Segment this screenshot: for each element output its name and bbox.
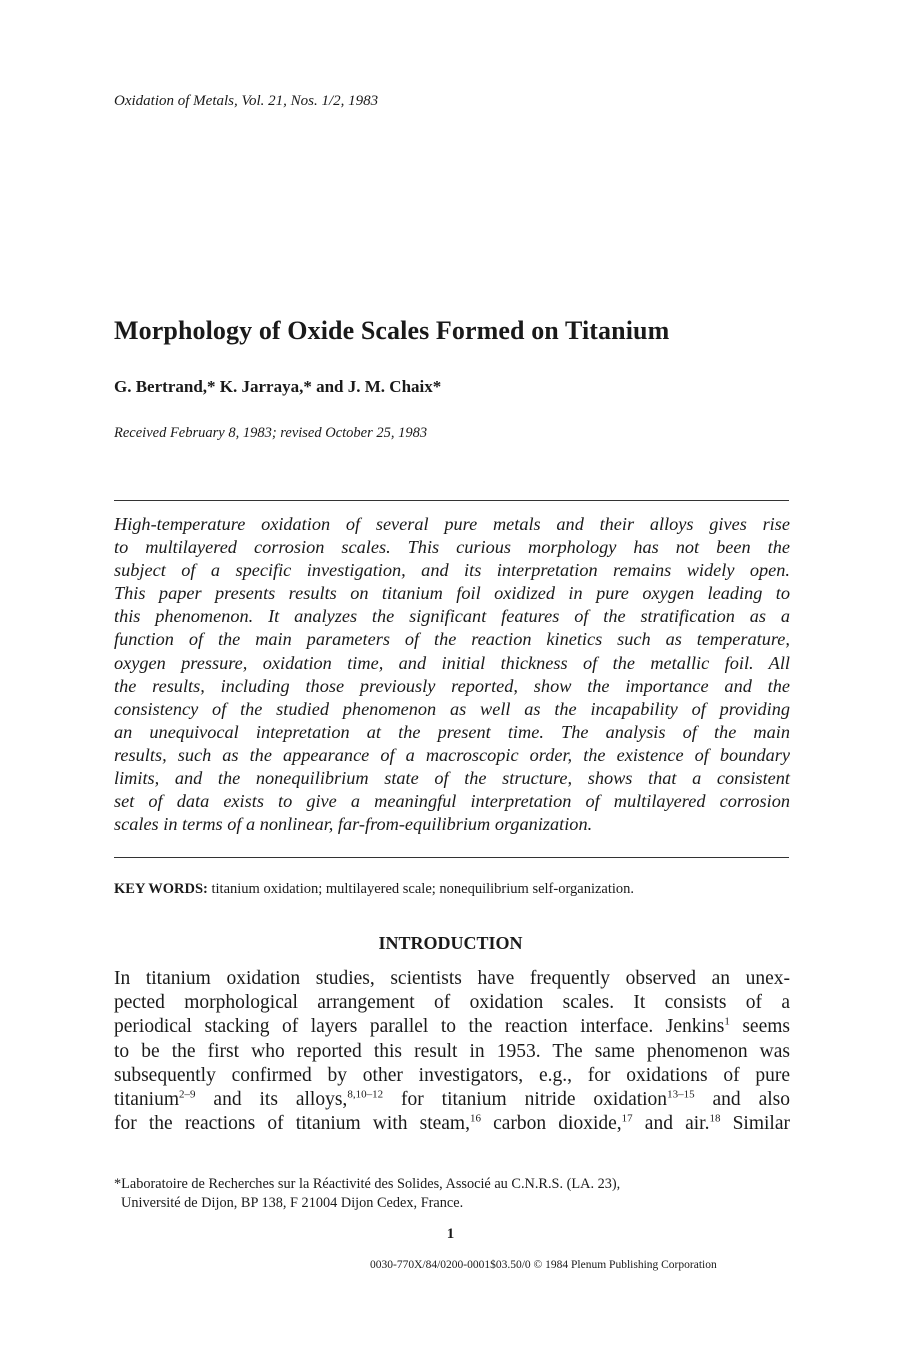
footnote-line: Université de Dijon, BP 138, F 21004 Dijon Cedex, France. <box>121 1195 464 1211</box>
keywords-label: KEY WORDS: <box>114 881 208 897</box>
citation-superscript: 16 <box>469 1112 481 1125</box>
author-affiliation-footnote <box>114 1175 790 1213</box>
abstract-line: High-temperature oxidation of several pure metals and their alloys gives rise <box>114 514 790 534</box>
citation-superscript: 2–9 <box>179 1088 196 1101</box>
body-text-segment: for the reactions of titanium with steam, <box>114 1113 470 1135</box>
abstract-line: oxygen pressure, oxidation time, and initial thickness of the metallic foil. All <box>114 652 790 673</box>
abstract-bottom-rule <box>114 857 789 858</box>
body-text-segment: titanium <box>114 1089 179 1111</box>
author-list: G. Bertrand,* K. Jarraya,* and J. M. Chaix* <box>114 377 442 396</box>
page-number: 1 <box>446 1226 455 1242</box>
copyright-line: 0030-770X/84/0200-0001$03.50/0 © 1984 Plenum Publishing Corporation <box>370 1259 717 1271</box>
body-text-segment: and air. <box>632 1113 710 1135</box>
body-line <box>114 1088 790 1112</box>
body-line: In titanium oxidation studies, scientists have frequently observed an unex- <box>114 968 790 989</box>
article-title: Morphology of Oxide Scales Formed on Titanium <box>114 316 670 345</box>
body-line: to be the first who reported this result in 1953. The same phenomenon was <box>114 1040 790 1062</box>
body-line: pected morphological arrangement of oxidation scales. It consists of a <box>114 992 790 1014</box>
section-heading-introduction: INTRODUCTION <box>378 933 523 953</box>
abstract-line: subject of a specific investigation, and its interpretation remains widely open. <box>114 560 790 581</box>
abstract-line: results, such as the appearance of a macroscopic order, the existence of boundary <box>114 744 790 765</box>
body-text-segment: and also <box>694 1089 790 1111</box>
abstract-line: consistency of the studied phenomenon as well as the incapability of providing <box>114 698 790 719</box>
keywords <box>114 881 634 898</box>
citation-superscript: 8,10–12 <box>347 1088 384 1101</box>
citation-superscript: 17 <box>621 1112 633 1125</box>
abstract-line: scales in terms of a nonlinear, far-from-equilibrium organization. <box>114 814 593 835</box>
body-text-segment: and its alloys, <box>195 1089 348 1111</box>
citation-superscript: 13–15 <box>667 1088 695 1101</box>
abstract-line: limits, and the nonequilibrium state of the structure, shows that a consistent <box>114 768 790 789</box>
body-line <box>114 1112 790 1136</box>
body-line <box>114 1015 790 1039</box>
body-text-segment: periodical stacking of layers parallel to the reaction interface. Jenkins <box>114 1016 725 1038</box>
abstract-line: set of data exists to give a meaningful interpretation of multilayered corrosion <box>114 791 790 812</box>
footnote-line: *Laboratoire de Recherches sur la Réactivité des Solides, Associé au C.N.R.S. (LA. 23), <box>114 1176 621 1192</box>
body-line: subsequently confirmed by other investigators, e.g., for oxidations of pure <box>114 1064 790 1086</box>
abstract-line: an unequivocal intepretation at the present time. The analysis of the main <box>114 721 790 742</box>
abstract <box>114 513 790 836</box>
body-text-segment: for titanium nitride oxidation <box>383 1089 668 1111</box>
abstract-line: function of the main parameters of the reaction kinetics such as temperature, <box>114 629 790 650</box>
abstract-line: to multilayered corrosion scales. This curious morphology has not been the <box>114 537 790 558</box>
abstract-line: This paper presents results on titanium foil oxidized in pure oxygen leading to <box>114 583 790 604</box>
abstract-top-rule <box>114 500 789 501</box>
citation-superscript: 18 <box>709 1112 721 1125</box>
introduction-body <box>114 967 790 1136</box>
received-dates: Received February 8, 1983; revised October 25, 1983 <box>114 425 428 441</box>
citation-superscript: 1 <box>724 1015 730 1028</box>
journal-citation: Oxidation of Metals, Vol. 21, Nos. 1/2, 1983 <box>114 93 379 109</box>
abstract-line: this phenomenon. It analyzes the significant features of the stratification as a <box>114 606 790 627</box>
body-text-segment: seems <box>729 1016 790 1038</box>
body-text-segment: carbon dioxide, <box>480 1113 622 1135</box>
keywords-text: titanium oxidation; multilayered scale; nonequilibrium self-organization. <box>207 881 635 897</box>
abstract-line: the results, including those previously reported, show the importance and the <box>114 675 790 696</box>
body-text-segment: Similar <box>720 1113 790 1135</box>
